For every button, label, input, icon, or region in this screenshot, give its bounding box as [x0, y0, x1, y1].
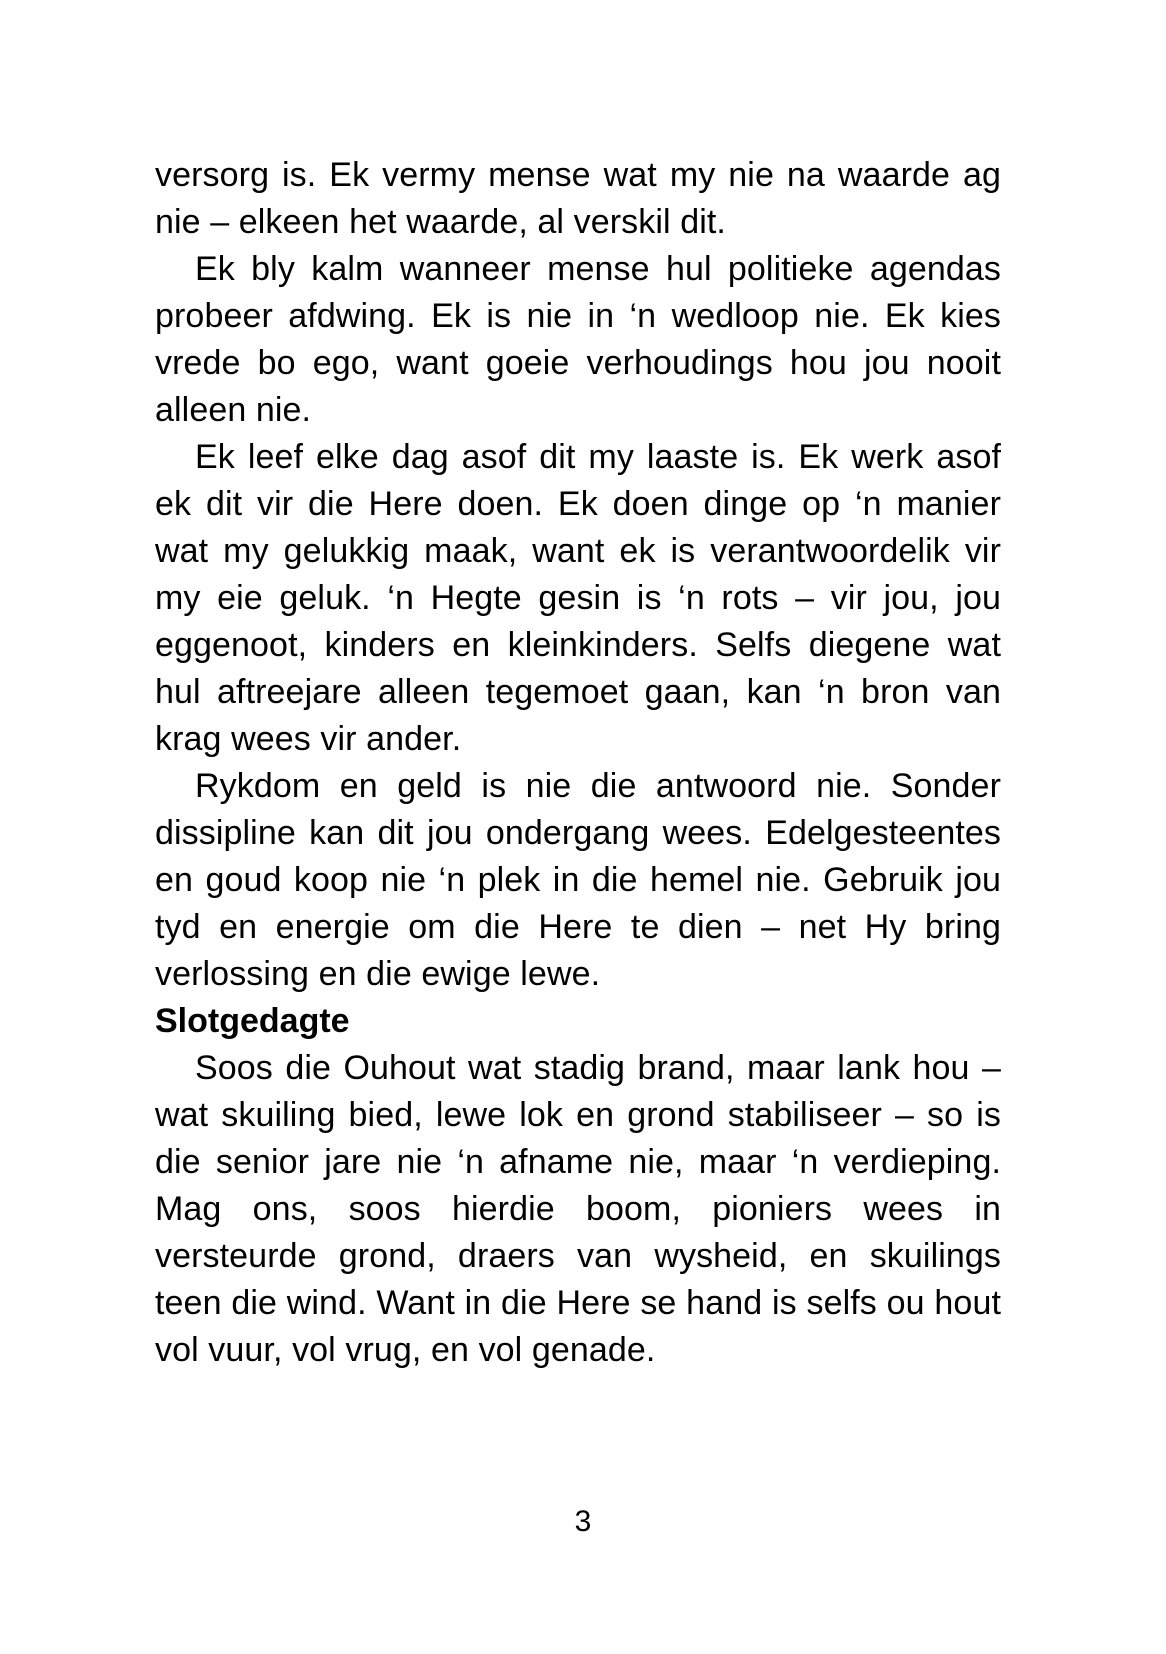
paragraph-politics: Ek bly kalm wanneer mense hul politieke agendas probeer afdwing. Ek is nie in ‘n wedloop nie. Ek kies vrede bo ego, want goeie verhoudings hou jou nooit alleen nie. [155, 250, 1001, 429]
paragraph-wealth: Rykdom en geld is nie die antwoord nie. Sonder dissipline kan dit jou ondergang wees. Edelgesteentes en goud koop nie ‘n plek in die hemel nie. Gebruik jou tyd en energie om die Here te dien – net Hy bring verlossing en die ewige lewe. [155, 767, 1001, 993]
paragraph-continuation: versorg is. Ek vermy mense wat my nie na waarde ag nie – elkeen het waarde, al verskil dit. [155, 156, 1001, 241]
section-heading: Slotgedagte [155, 1002, 350, 1040]
paragraph-closing: Soos die Ouhout wat stadig brand, maar lank hou – wat skuiling bied, lewe lok en grond stabiliseer – so is die senior jare nie ‘n afname nie, maar ‘n verdieping. Mag ons, soos hierdie boom, pioniers wees in versteurde grond, draers van wysheid, en skuilings teen die wind. Want in die Here se hand is selfs ou hout vol vuur, vol vrug, en vol genade. [155, 1049, 1001, 1369]
document-page [155, 152, 1001, 1374]
page-number: 3 [574, 1505, 592, 1538]
paragraph-daily-life: Ek leef elke dag asof dit my laaste is. Ek werk asof ek dit vir die Here doen. Ek doen dinge op ‘n manier wat my gelukkig maak, want ek is verantwoordelik vir my eie geluk. ‘n Hegte gesin is ‘n rots – vir jou, jou eggenoot, kinders en kleinkinders. Selfs diegene wat hul aftreejare alleen tegemoet gaan, kan ‘n bron van krag wees vir ander. [155, 438, 1001, 758]
